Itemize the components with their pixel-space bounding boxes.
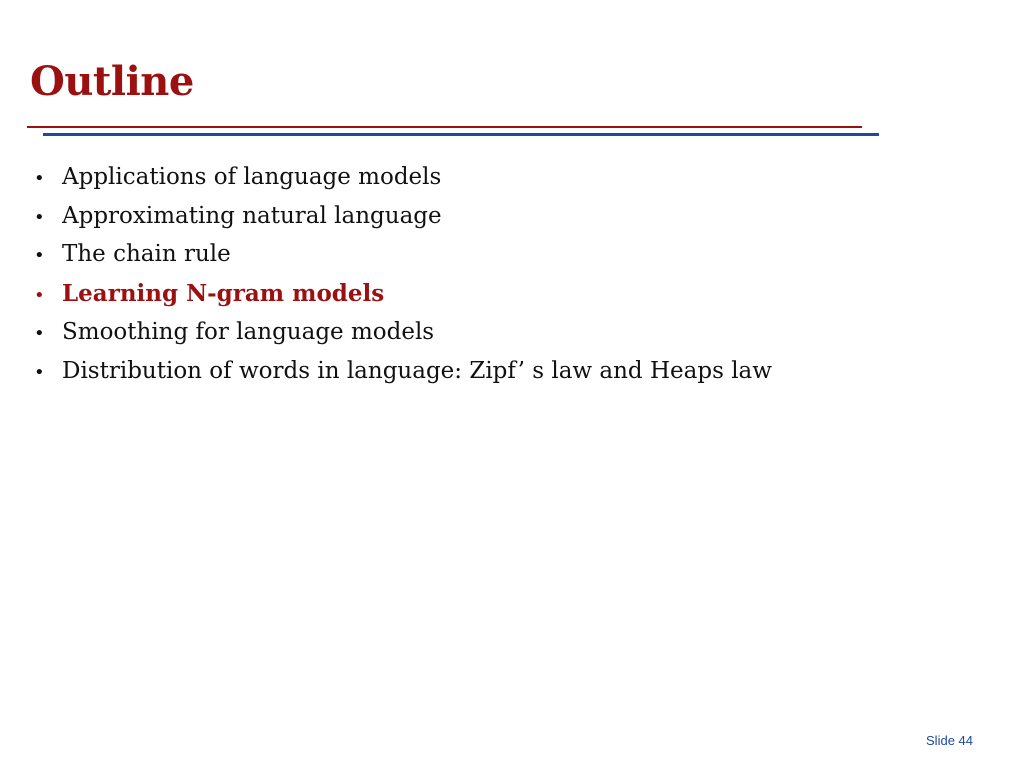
title-underline-red [27, 126, 862, 128]
bullet-text-highlighted: Learning N-gram models [62, 279, 385, 307]
bullet-item [34, 198, 772, 237]
slide-title: Outline [30, 58, 194, 105]
bullet-text: Smoothing for language models [62, 319, 435, 345]
bullet-item [34, 314, 772, 353]
bullet-item [34, 236, 772, 275]
bullet-dot-icon: • [34, 168, 45, 189]
bullet-text: Approximating natural language [62, 202, 442, 229]
bullet-text: Distribution of words in language: Zipf’ s law and Heaps law [62, 357, 772, 384]
bullet-text: Applications of language models [62, 164, 442, 190]
bullet-dot-icon: • [34, 206, 45, 228]
slide-number: Slide 44 [926, 733, 973, 748]
bullet-dot-icon: • [34, 361, 45, 383]
title-underline-blue [43, 133, 879, 136]
bullet-item [34, 159, 772, 198]
bullet-text: The chain rule [62, 241, 231, 267]
bullet-dot-icon: • [34, 284, 45, 306]
bullet-list [34, 159, 772, 391]
bullet-item-highlighted [34, 275, 772, 315]
bullet-dot-icon: • [34, 323, 45, 344]
bullet-dot-icon: • [34, 245, 45, 266]
bullet-item [34, 353, 772, 392]
